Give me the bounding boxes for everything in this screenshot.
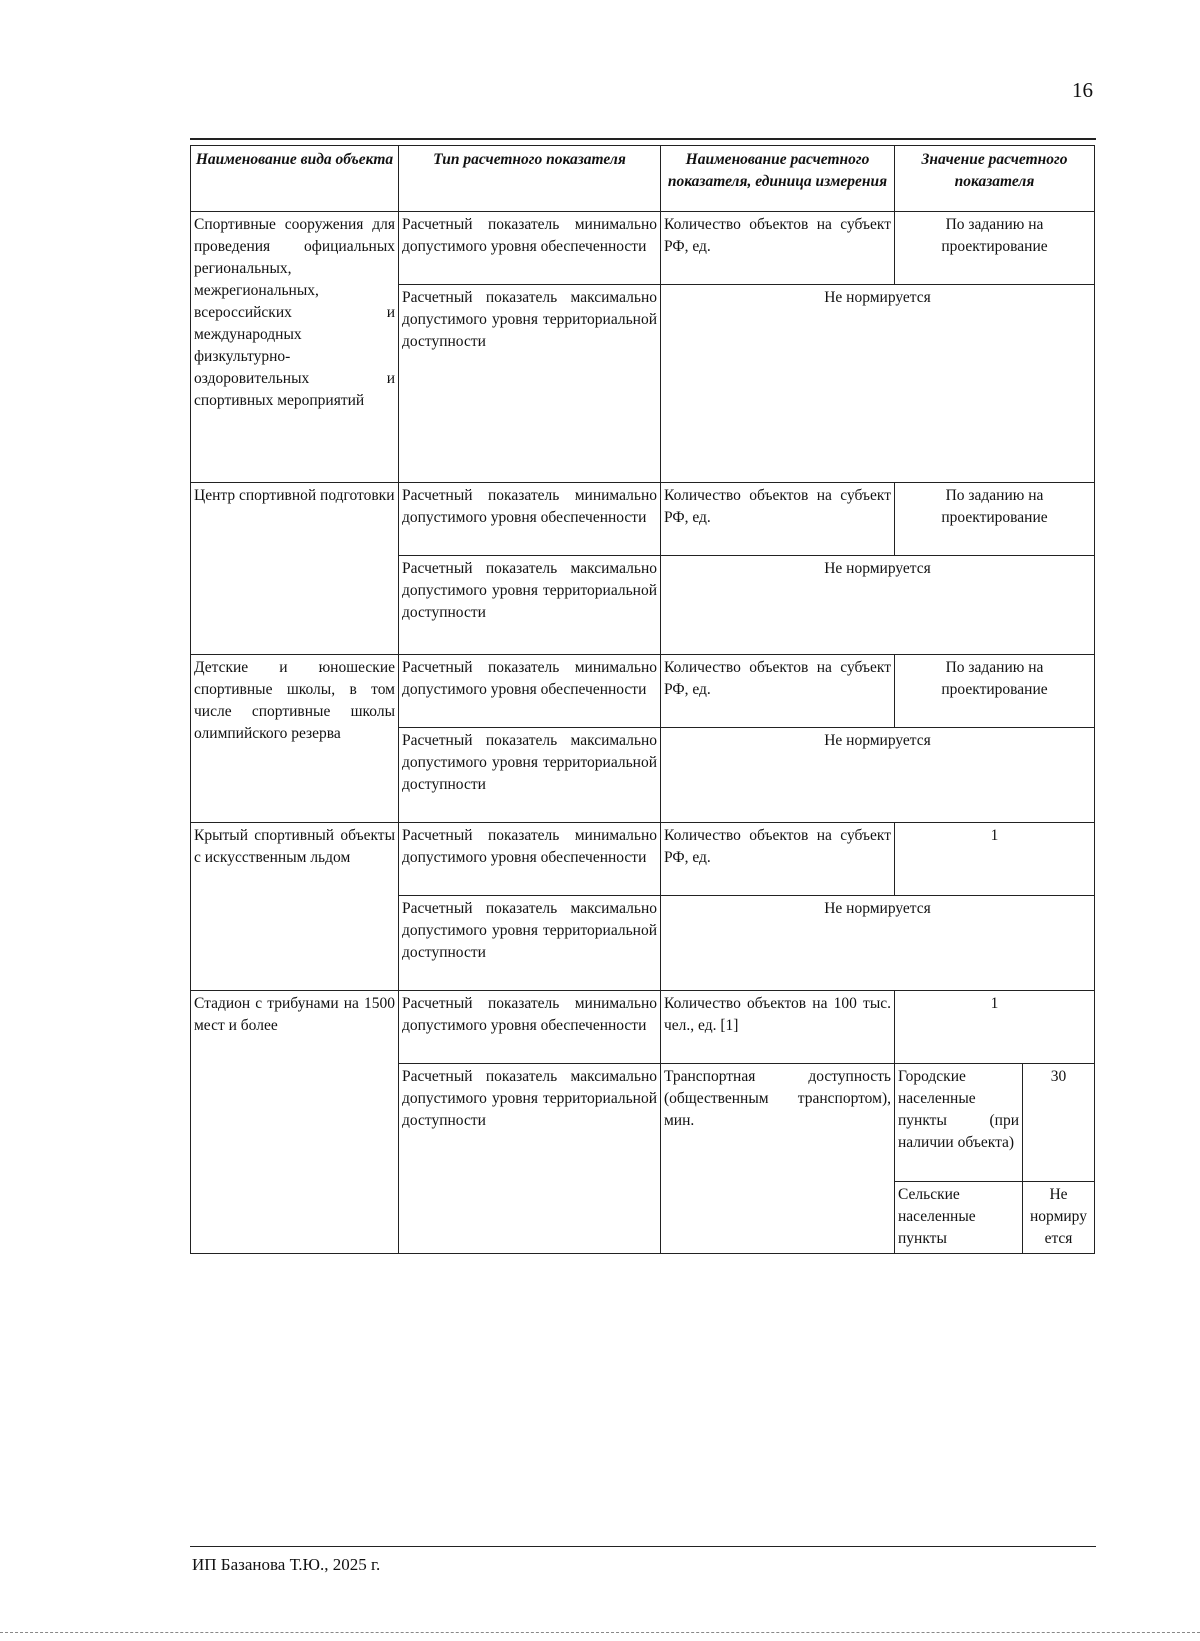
urban-settlements-value: 30 bbox=[1023, 1064, 1095, 1182]
page-number: 16 bbox=[1072, 78, 1093, 102]
indicator-type-max: Расчетный показатель максимально допустимого уровня территориальной доступности bbox=[399, 285, 661, 483]
indicator-type-max: Расчетный показатель максимально допустимого уровня территориальной доступности bbox=[399, 556, 661, 655]
indicator-type-min: Расчетный показатель минимально допустимого уровня обеспеченности bbox=[399, 991, 661, 1064]
indicator-value-min: 1 bbox=[895, 991, 1095, 1064]
indicator-value-min: По заданию на проектирование bbox=[895, 655, 1095, 728]
indicator-type-min: Расчетный показатель минимально допустимого уровня обеспеченности bbox=[399, 483, 661, 556]
header-indicator-type: Тип расчетного показателя bbox=[399, 146, 661, 212]
indicator-type-max: Расчетный показатель максимально допустимого уровня территориальной доступности bbox=[399, 728, 661, 823]
indicator-value-min: 1 bbox=[895, 823, 1095, 896]
rural-settlements-label: Сельские населенные пункты bbox=[895, 1182, 1023, 1254]
indicator-name-min: Количество объектов на субъект РФ, ед. bbox=[661, 212, 895, 285]
table-header-row bbox=[191, 146, 1095, 212]
table-row bbox=[191, 823, 1095, 896]
object-name: Крытый спортивный объекты с искусственным льдом bbox=[191, 823, 399, 991]
urban-settlements-label: Городские населенные пункты (при наличии объекта) bbox=[895, 1064, 1023, 1182]
indicator-value-max: Не нормируется bbox=[661, 285, 1095, 483]
footer-author: ИП Базанова Т.Ю., 2025 г. bbox=[192, 1555, 381, 1574]
rural-settlements-value: Не нормиру ется bbox=[1023, 1182, 1095, 1254]
object-name: Спортивные сооружения для проведения официальных региональных, межрегиональных, всероссийских и международных физкультурно-оздоровительных и спортивных мероприятий bbox=[191, 212, 399, 483]
object-name: Центр спортивной подготовки bbox=[191, 483, 399, 655]
top-rule bbox=[190, 138, 1096, 140]
indicator-type-min: Расчетный показатель минимально допустимого уровня обеспеченности bbox=[399, 212, 661, 285]
object-name: Стадион с трибунами на 1500 мест и более bbox=[191, 991, 399, 1254]
table-row bbox=[191, 483, 1095, 556]
indicator-name-min: Количество объектов на субъект РФ, ед. bbox=[661, 823, 895, 896]
indicator-type-min: Расчетный показатель минимально допустимого уровня обеспеченности bbox=[399, 655, 661, 728]
table-row bbox=[191, 991, 1095, 1064]
header-indicator-value: Значение расчетного показателя bbox=[895, 146, 1095, 212]
header-object-type: Наименование вида объекта bbox=[191, 146, 399, 212]
indicator-value-max: Не нормируется bbox=[661, 728, 1095, 823]
indicator-value-min: По заданию на проектирование bbox=[895, 212, 1095, 285]
footer-rule bbox=[190, 1546, 1096, 1547]
scan-edge-dashes bbox=[0, 1632, 1200, 1633]
indicator-value-max: Не нормируется bbox=[661, 896, 1095, 991]
indicator-type-min: Расчетный показатель минимально допустимого уровня обеспеченности bbox=[399, 823, 661, 896]
indicator-name-min: Количество объектов на 100 тыс. чел., ед. [1] bbox=[661, 991, 895, 1064]
indicator-value-min: По заданию на проектирование bbox=[895, 483, 1095, 556]
indicator-name-min: Количество объектов на субъект РФ, ед. bbox=[661, 655, 895, 728]
indicator-value-max: Не нормируется bbox=[661, 556, 1095, 655]
indicator-name-max: Транспортная доступность (общественным транспортом), мин. bbox=[661, 1064, 895, 1254]
table-row bbox=[191, 655, 1095, 728]
table-row bbox=[191, 212, 1095, 285]
indicator-type-max: Расчетный показатель максимально допустимого уровня территориальной доступности bbox=[399, 896, 661, 991]
header-indicator-name: Наименование расчетного показателя, единица измерения bbox=[661, 146, 895, 212]
indicators-table bbox=[190, 145, 1095, 1254]
object-name: Детские и юношеские спортивные школы, в том числе спортивные школы олимпийского резерва bbox=[191, 655, 399, 823]
indicator-name-min: Количество объектов на субъект РФ, ед. bbox=[661, 483, 895, 556]
indicator-type-max: Расчетный показатель максимально допустимого уровня территориальной доступности bbox=[399, 1064, 661, 1254]
